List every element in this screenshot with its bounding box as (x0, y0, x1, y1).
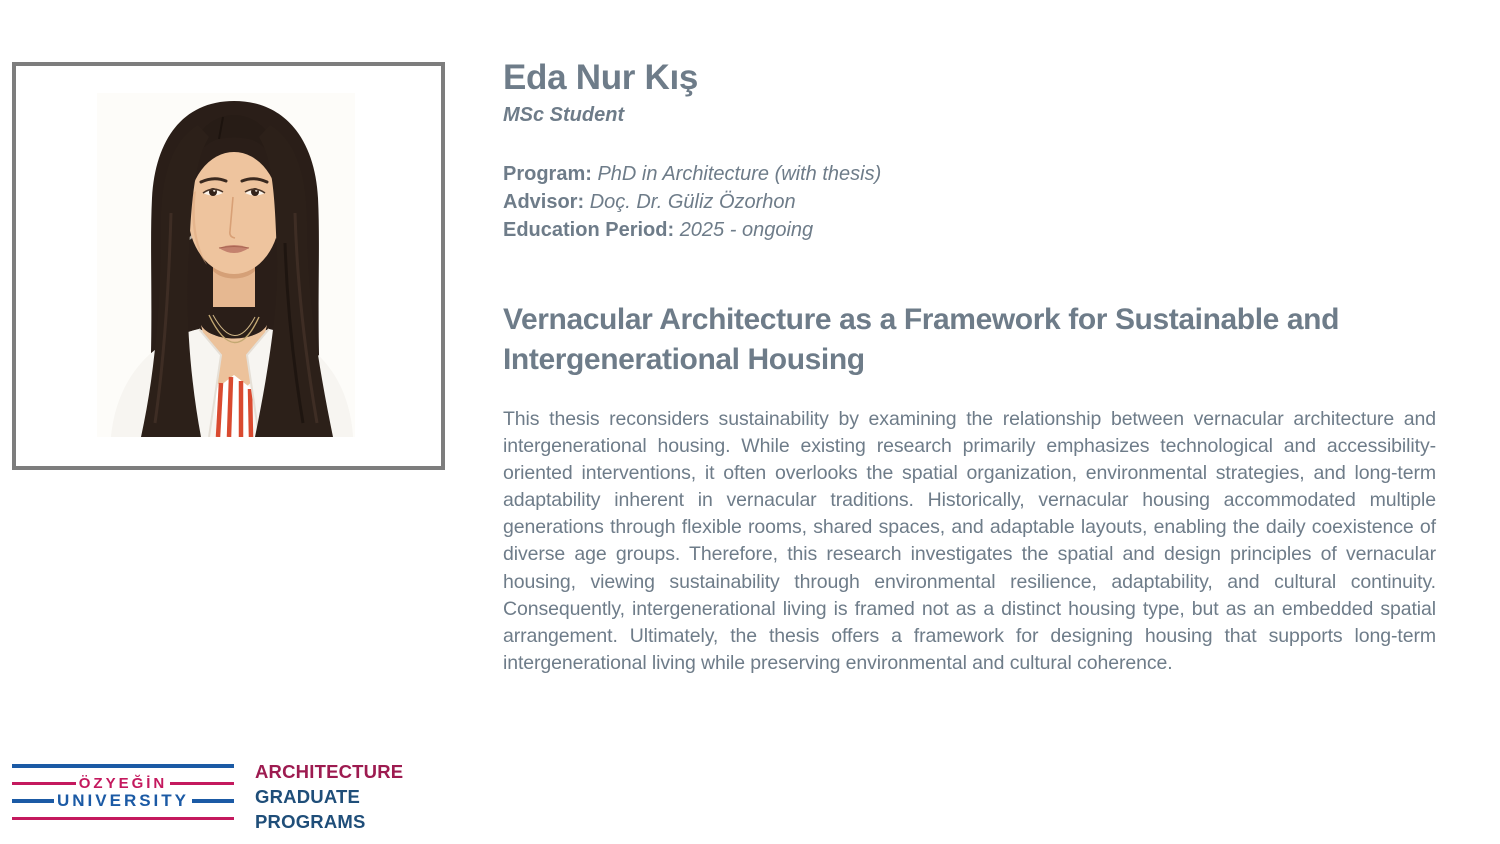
education-period-value: 2025 - ongoing (679, 219, 814, 241)
program-label: Program: (503, 163, 592, 185)
student-role: MSc Student (503, 104, 625, 126)
info-block (503, 160, 1436, 244)
info-row-program (503, 160, 1436, 188)
student-photo-frame (12, 62, 445, 470)
program-name-block (255, 759, 403, 834)
thesis-abstract: This thesis reconsiders sustainability by examining the relationship between vernacular architecture and intergenerational housing. While existing research primarily emphasizes technological and accessibility-oriented interventions, it often overlooks the spatial organization, environmental strategies, and long-term adaptability inherent in vernacular traditions. Historically, vernacular housing accommodated multiple generations through flexible rooms, shared spaces, and adaptable layouts, enabling the daily coexistence of diverse age groups. Therefore, this research investigates the spatial and design principles of vernacular housing, viewing sustainability through environmental resilience, adaptability, and cultural continuity. Consequently, intergenerational living is framed not as a distinct housing type, but as an embedded spatial arrangement. Ultimately, the thesis offers a framework for designing housing that supports long-term intergenerational living while preserving environmental and cultural coherence. (503, 408, 1436, 674)
advisor-value: Doç. Dr. Güliz Özorhon (589, 191, 796, 213)
logo-rule-right (192, 799, 234, 803)
advisor-label: Advisor: (503, 191, 585, 213)
logo-rule-right (170, 782, 234, 785)
logo-top-rule (12, 764, 234, 768)
logo-bottom-rule (12, 817, 234, 820)
program-value: PhD in Architecture (with thesis) (597, 163, 882, 185)
ozyegin-university-logo (12, 764, 234, 820)
info-row-advisor (503, 188, 1436, 216)
logo-rule-left (12, 782, 76, 785)
education-period-label: Education Period: (503, 219, 675, 241)
profile-content (503, 58, 1436, 677)
student-photo (97, 93, 355, 437)
logo-row-university (12, 792, 234, 809)
program-line-graduate: GRADUATE (255, 786, 361, 807)
info-row-education-period (503, 216, 1436, 244)
logo-row-ozyegin (12, 776, 234, 791)
thesis-title: Vernacular Architecture as a Framework for Sustainable and Intergenerational Housing (503, 303, 1340, 376)
program-line-programs: PROGRAMS (255, 811, 366, 832)
logo-ozyegin-text: ÖZYEĞİN (78, 775, 168, 792)
logo-university-text: UNIVERSITY (56, 791, 190, 810)
student-name: Eda Nur Kış (503, 58, 699, 97)
logo-rule-left (12, 799, 54, 803)
program-line-architecture: ARCHITECTURE (255, 761, 404, 782)
